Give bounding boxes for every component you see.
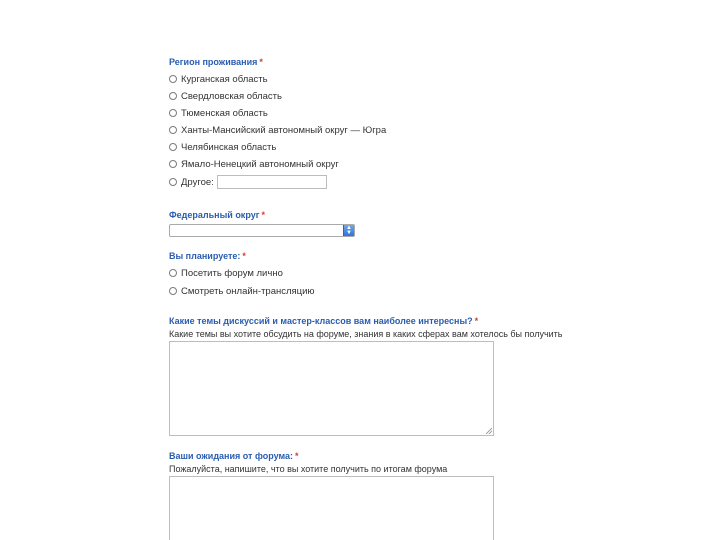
region-option-label: Ямало-Ненецкий автономный округ xyxy=(181,158,339,170)
plan-question-label: Вы планируете: xyxy=(169,251,241,261)
district-question-title xyxy=(169,210,265,220)
topics-help-text: Какие темы вы хотите обсудить на форуме, знания в каких сферах вам хотелось бы получить xyxy=(169,329,563,339)
radio-button[interactable] xyxy=(169,75,177,83)
region-option-sverdlovsk[interactable] xyxy=(169,90,282,102)
required-asterisk: * xyxy=(259,57,263,67)
plan-option-label: Посетить форум лично xyxy=(181,267,283,279)
region-option-tyumen[interactable] xyxy=(169,107,268,119)
region-option-yanao[interactable] xyxy=(169,158,339,170)
federal-district-select[interactable] xyxy=(169,224,355,237)
radio-button[interactable] xyxy=(169,287,177,295)
required-asterisk: * xyxy=(261,210,265,220)
required-asterisk: * xyxy=(295,451,299,461)
radio-button[interactable] xyxy=(169,143,177,151)
plan-question-title xyxy=(169,251,246,261)
plan-option-in-person[interactable] xyxy=(169,267,283,279)
radio-button[interactable] xyxy=(169,178,177,186)
expectations-textarea[interactable] xyxy=(169,476,494,540)
region-question-title xyxy=(169,57,263,67)
region-option-khmao[interactable] xyxy=(169,124,386,136)
radio-button[interactable] xyxy=(169,126,177,134)
region-question-label: Регион проживания xyxy=(169,57,258,67)
region-other-input[interactable] xyxy=(217,175,327,189)
required-asterisk: * xyxy=(474,316,479,326)
plan-option-online[interactable] xyxy=(169,285,315,297)
expectations-help-text: Пожалуйста, напишите, что вы хотите получить по итогам форума xyxy=(169,464,448,474)
radio-button[interactable] xyxy=(169,160,177,168)
plan-option-label: Смотреть онлайн-трансляцию xyxy=(181,285,315,297)
region-option-label: Ханты-Мансийский автономный округ — Югра xyxy=(181,124,387,136)
radio-button[interactable] xyxy=(169,109,177,117)
topics-question-label: Какие темы дискуссий и мастер-классов вам наиболее интересны? xyxy=(169,316,473,326)
radio-button[interactable] xyxy=(169,269,177,277)
expectations-question-title xyxy=(169,451,299,461)
region-option-label: Другое: xyxy=(181,176,214,188)
region-option-label: Курганская область xyxy=(181,73,268,85)
resize-grip-icon[interactable] xyxy=(486,428,492,434)
topics-question-title xyxy=(169,316,478,326)
required-asterisk: * xyxy=(242,251,246,261)
district-question-label: Федеральный округ xyxy=(169,210,260,220)
select-arrows-icon[interactable]: ▲ ▼ xyxy=(343,225,354,236)
region-option-label: Челябинская область xyxy=(181,141,277,153)
topics-textarea[interactable] xyxy=(169,341,494,436)
region-option-label: Тюменская область xyxy=(181,107,268,119)
region-option-label: Свердловская область xyxy=(181,90,282,102)
region-option-chelyabinsk[interactable] xyxy=(169,141,276,153)
region-option-other[interactable] xyxy=(169,176,214,188)
expectations-question-label: Ваши ожидания от форума: xyxy=(169,451,294,461)
radio-button[interactable] xyxy=(169,92,177,100)
region-option-kurgan[interactable] xyxy=(169,73,268,85)
